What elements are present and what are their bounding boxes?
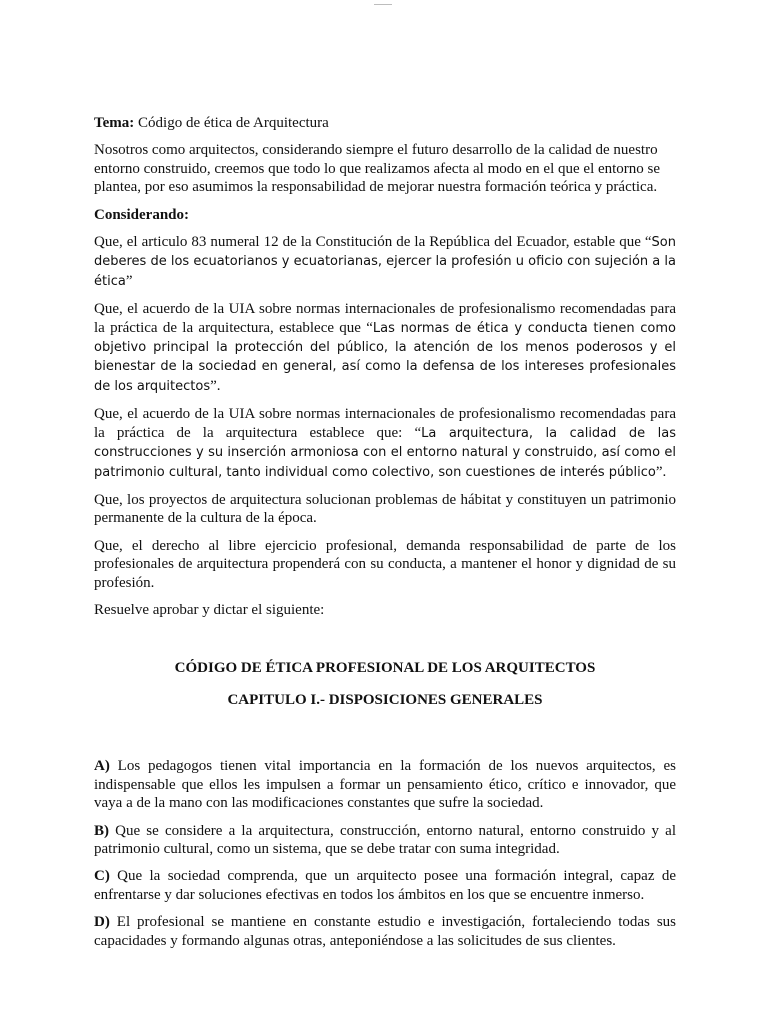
provision-d bbox=[94, 913, 676, 950]
topic-line bbox=[94, 114, 676, 132]
considerando-paragraph-3-quote: La arquitectura, la calidad de las construcciones y su inserción armoniosa con el entorno natural y construido, así como el patrimonio cultural, tanto individual como colectivo, son cuestiones de interés público bbox=[94, 425, 676, 480]
provision-d-text: El profesional se mantiene en constante estudio e investigación, fortaleciendo todas sus capacidades y formando algunas otras, anteponiéndose a las solicitudes de sus clientes. bbox=[94, 914, 676, 949]
considerando-paragraph-1-quote: Son deberes de los ecuatorianos y ecuatorianas, ejercer la profesión u oficio con sujeción a la ética bbox=[94, 235, 676, 289]
provision-c-label: C) bbox=[94, 868, 110, 885]
intro-paragraph: Nosotros como arquitectos, considerando siempre el futuro desarrollo de la calidad de nuestro entorno construido, creemos que todo lo que realizamos afecta al modo en el que el entorno se plantea, por eso asumimos la responsabilidad de mejorar nuestra formación teórica y práctica. bbox=[94, 142, 661, 196]
considerando-paragraph-3-tail: ”. bbox=[655, 463, 667, 480]
provision-c bbox=[94, 867, 676, 904]
considerando-paragraph-2-quote: Las normas de ética y conducta tienen como objetivo principal la protección del público, la atención de los menos poderosos y el bienestar de la sociedad en general, así como la defensa de los intereses profesionales de los arquitectos bbox=[94, 320, 676, 394]
provision-a-text: Los pedagogos tienen vital importancia en la formación de los nuevos arquitectos, es indispensable que ellos les impulsen a formar un pensamiento ético, crítico e innovador, que vaya a de la mano con las modificaciones constantes que sufre la sociedad. bbox=[94, 758, 676, 812]
considerando-paragraph-5: Que, el derecho al libre ejercicio profesional, demanda responsabilidad de parte de los profesionales de arquitectura propenderá con su conducta, a mantener el honor y dignidad de su profesión. bbox=[94, 537, 676, 591]
considerando-paragraph-2-tail: ”. bbox=[210, 377, 221, 394]
provision-d-label: D) bbox=[94, 914, 110, 931]
considerando-paragraph-1-lead: Que, el articulo 83 numeral 12 de la Constitución de la República del Ecuador, estable que “ bbox=[94, 234, 652, 251]
provision-b-text: Que se considere a la arquitectura, construcción, entorno natural, entorno construido y al patrimonio cultural, como un sistema, que se debe tratar con suma integridad. bbox=[94, 822, 676, 857]
considerando-paragraph-1-tail: ” bbox=[125, 272, 133, 289]
chapter-title: CAPITULO I.- DISPOSICIONES GENERALES bbox=[227, 692, 543, 709]
provision-b-label: B) bbox=[94, 822, 109, 839]
resolution-line: Resuelve aprobar y dictar el siguiente: bbox=[94, 601, 325, 618]
considerando-paragraph-4: Que, los proyectos de arquitectura solucionan problemas de hábitat y constituyen un patrimonio permanente de la cultura de la época. bbox=[94, 491, 676, 527]
provision-a bbox=[94, 757, 676, 812]
considerando-paragraph-2 bbox=[94, 300, 676, 396]
considerando-paragraph-1 bbox=[94, 233, 676, 291]
topic-label: Tema: bbox=[94, 115, 135, 131]
considerando-paragraph-3 bbox=[94, 405, 676, 482]
provision-b bbox=[94, 822, 676, 859]
considerando-paragraph-3-lead: Que, el acuerdo de la UIA sobre normas internacionales de profesionalismo recomendadas para la práctica de la arquitectura establece que: “ bbox=[94, 406, 676, 441]
considerando-paragraph-2-lead: Que, el acuerdo de la UIA sobre normas internacionales de profesionalismo recomendadas para la práctica de la arquitectura, establece que “ bbox=[94, 301, 676, 336]
code-title: CÓDIGO DE ÉTICA PROFESIONAL DE LOS ARQUITECTOS bbox=[174, 660, 596, 677]
topic-value: Código de ética de Arquitectura bbox=[134, 115, 329, 131]
document-body bbox=[94, 114, 676, 959]
header-mark bbox=[374, 0, 392, 5]
provision-c-text: Que la sociedad comprenda, que un arquitecto posee una formación integral, capaz de enfrentarse y dar soluciones efectivas en todos los ámbitos en los que se encuentre inmerso. bbox=[94, 868, 676, 903]
provision-a-label: A) bbox=[94, 758, 110, 775]
considerando-heading: Considerando: bbox=[94, 206, 190, 223]
